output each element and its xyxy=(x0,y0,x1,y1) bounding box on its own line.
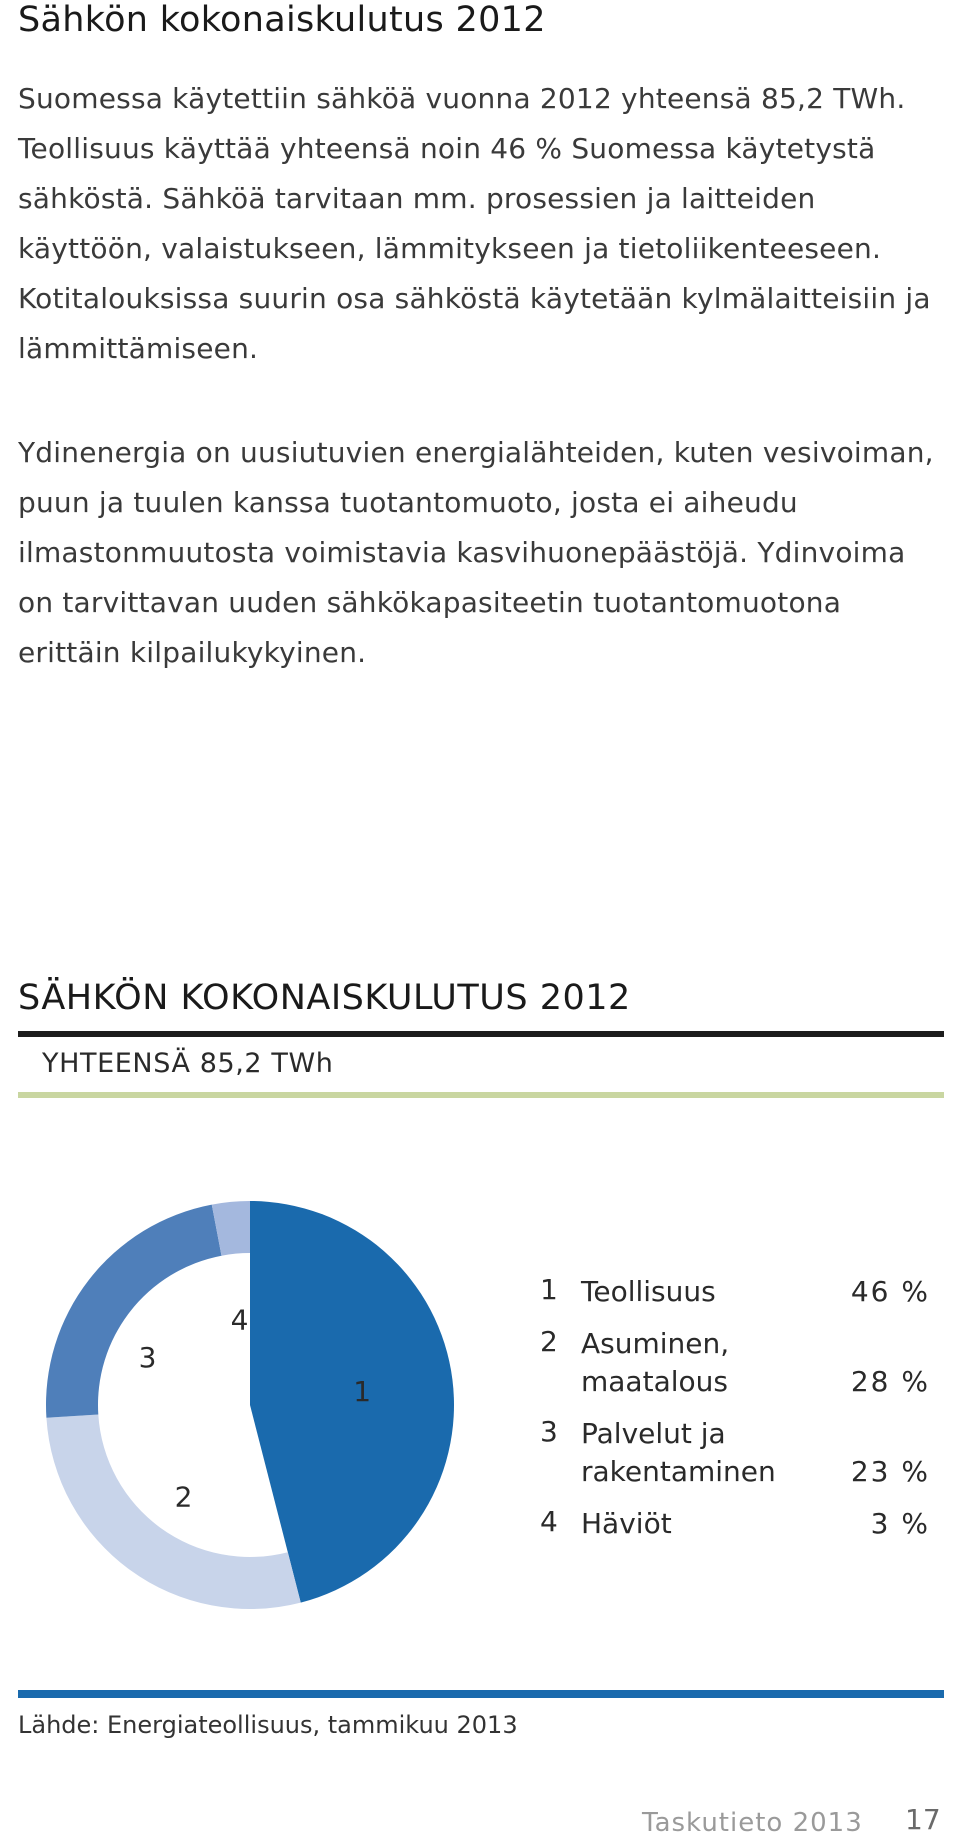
page-number: 17 xyxy=(905,1803,941,1836)
chart-subtitle-rule xyxy=(18,1092,944,1098)
intro-paragraph: Suomessa käytettiin sähköä vuonna 2012 yhteensä 85,2 TWh. Teollisuus käyttää yhteensä noin 46 % Suomessa käytetystä sähköstä. Sähköä tarvitaan mm. prosessien ja laitteiden käyttöön, valaistukseen, lämmitykseen ja tietoliikenteeseen. Kotitalouksissa suurin osa sähköstä käytetään kylmälaitteisiin ja lämmittämiseen. xyxy=(18,82,931,365)
chart-title: SÄHKÖN KOKONAISKULUTUS 2012 xyxy=(18,978,631,1018)
legend-item-1 xyxy=(540,1273,940,1311)
chart-title-rule xyxy=(18,1031,944,1037)
legend-number: 3 xyxy=(540,1415,558,1448)
legend-number: 4 xyxy=(540,1505,558,1538)
chart-legend xyxy=(540,1273,940,1557)
legend-label: Häviöt xyxy=(581,1507,672,1540)
donut-slice-label-4: 4 xyxy=(230,1303,249,1337)
legend-number: 2 xyxy=(540,1325,558,1358)
legend-value: 3 % xyxy=(870,1507,930,1540)
source-note: Lähde: Energiateollisuus, tammikuu 2013 xyxy=(18,1711,518,1739)
legend-item-2 xyxy=(540,1325,940,1401)
legend-label: Asuminen, maatalous xyxy=(581,1327,730,1398)
legend-item-3 xyxy=(540,1415,940,1491)
source-rule xyxy=(18,1690,944,1698)
legend-label: Teollisuus xyxy=(581,1275,716,1308)
page-title: Sähkön kokonaiskulutus 2012 xyxy=(18,0,546,40)
chart-subtitle: YHTEENSÄ 85,2 TWh xyxy=(42,1048,334,1079)
donut-slice-label-2: 2 xyxy=(174,1480,193,1514)
legend-value: 46 % xyxy=(850,1275,930,1308)
donut-slice-3 xyxy=(46,1205,222,1418)
donut-slice-1 xyxy=(250,1201,454,1603)
donut-slice-label-3: 3 xyxy=(138,1341,157,1375)
legend-item-4 xyxy=(540,1505,940,1543)
donut-chart xyxy=(0,1160,480,1610)
publication-name: Taskutieto 2013 xyxy=(642,1808,863,1838)
donut-slice-label-1: 1 xyxy=(353,1374,372,1408)
legend-value: 23 % xyxy=(850,1455,930,1488)
legend-number: 1 xyxy=(540,1273,558,1306)
nuclear-paragraph: Ydinenergia on uusiutuvien energialähteiden, kuten vesivoiman, puun ja tuulen kanssa tuotantomuoto, josta ei aiheudu ilmastonmuutosta voimistavia kasvihuonepäästöjä. Ydinvoima on tarvittavan uuden sähkökapasiteetin tuotantomuotona erittäin kilpailukykyinen. xyxy=(18,436,934,669)
legend-value: 28 % xyxy=(850,1365,930,1398)
legend-label: Palvelut ja rakentaminen xyxy=(581,1417,776,1488)
